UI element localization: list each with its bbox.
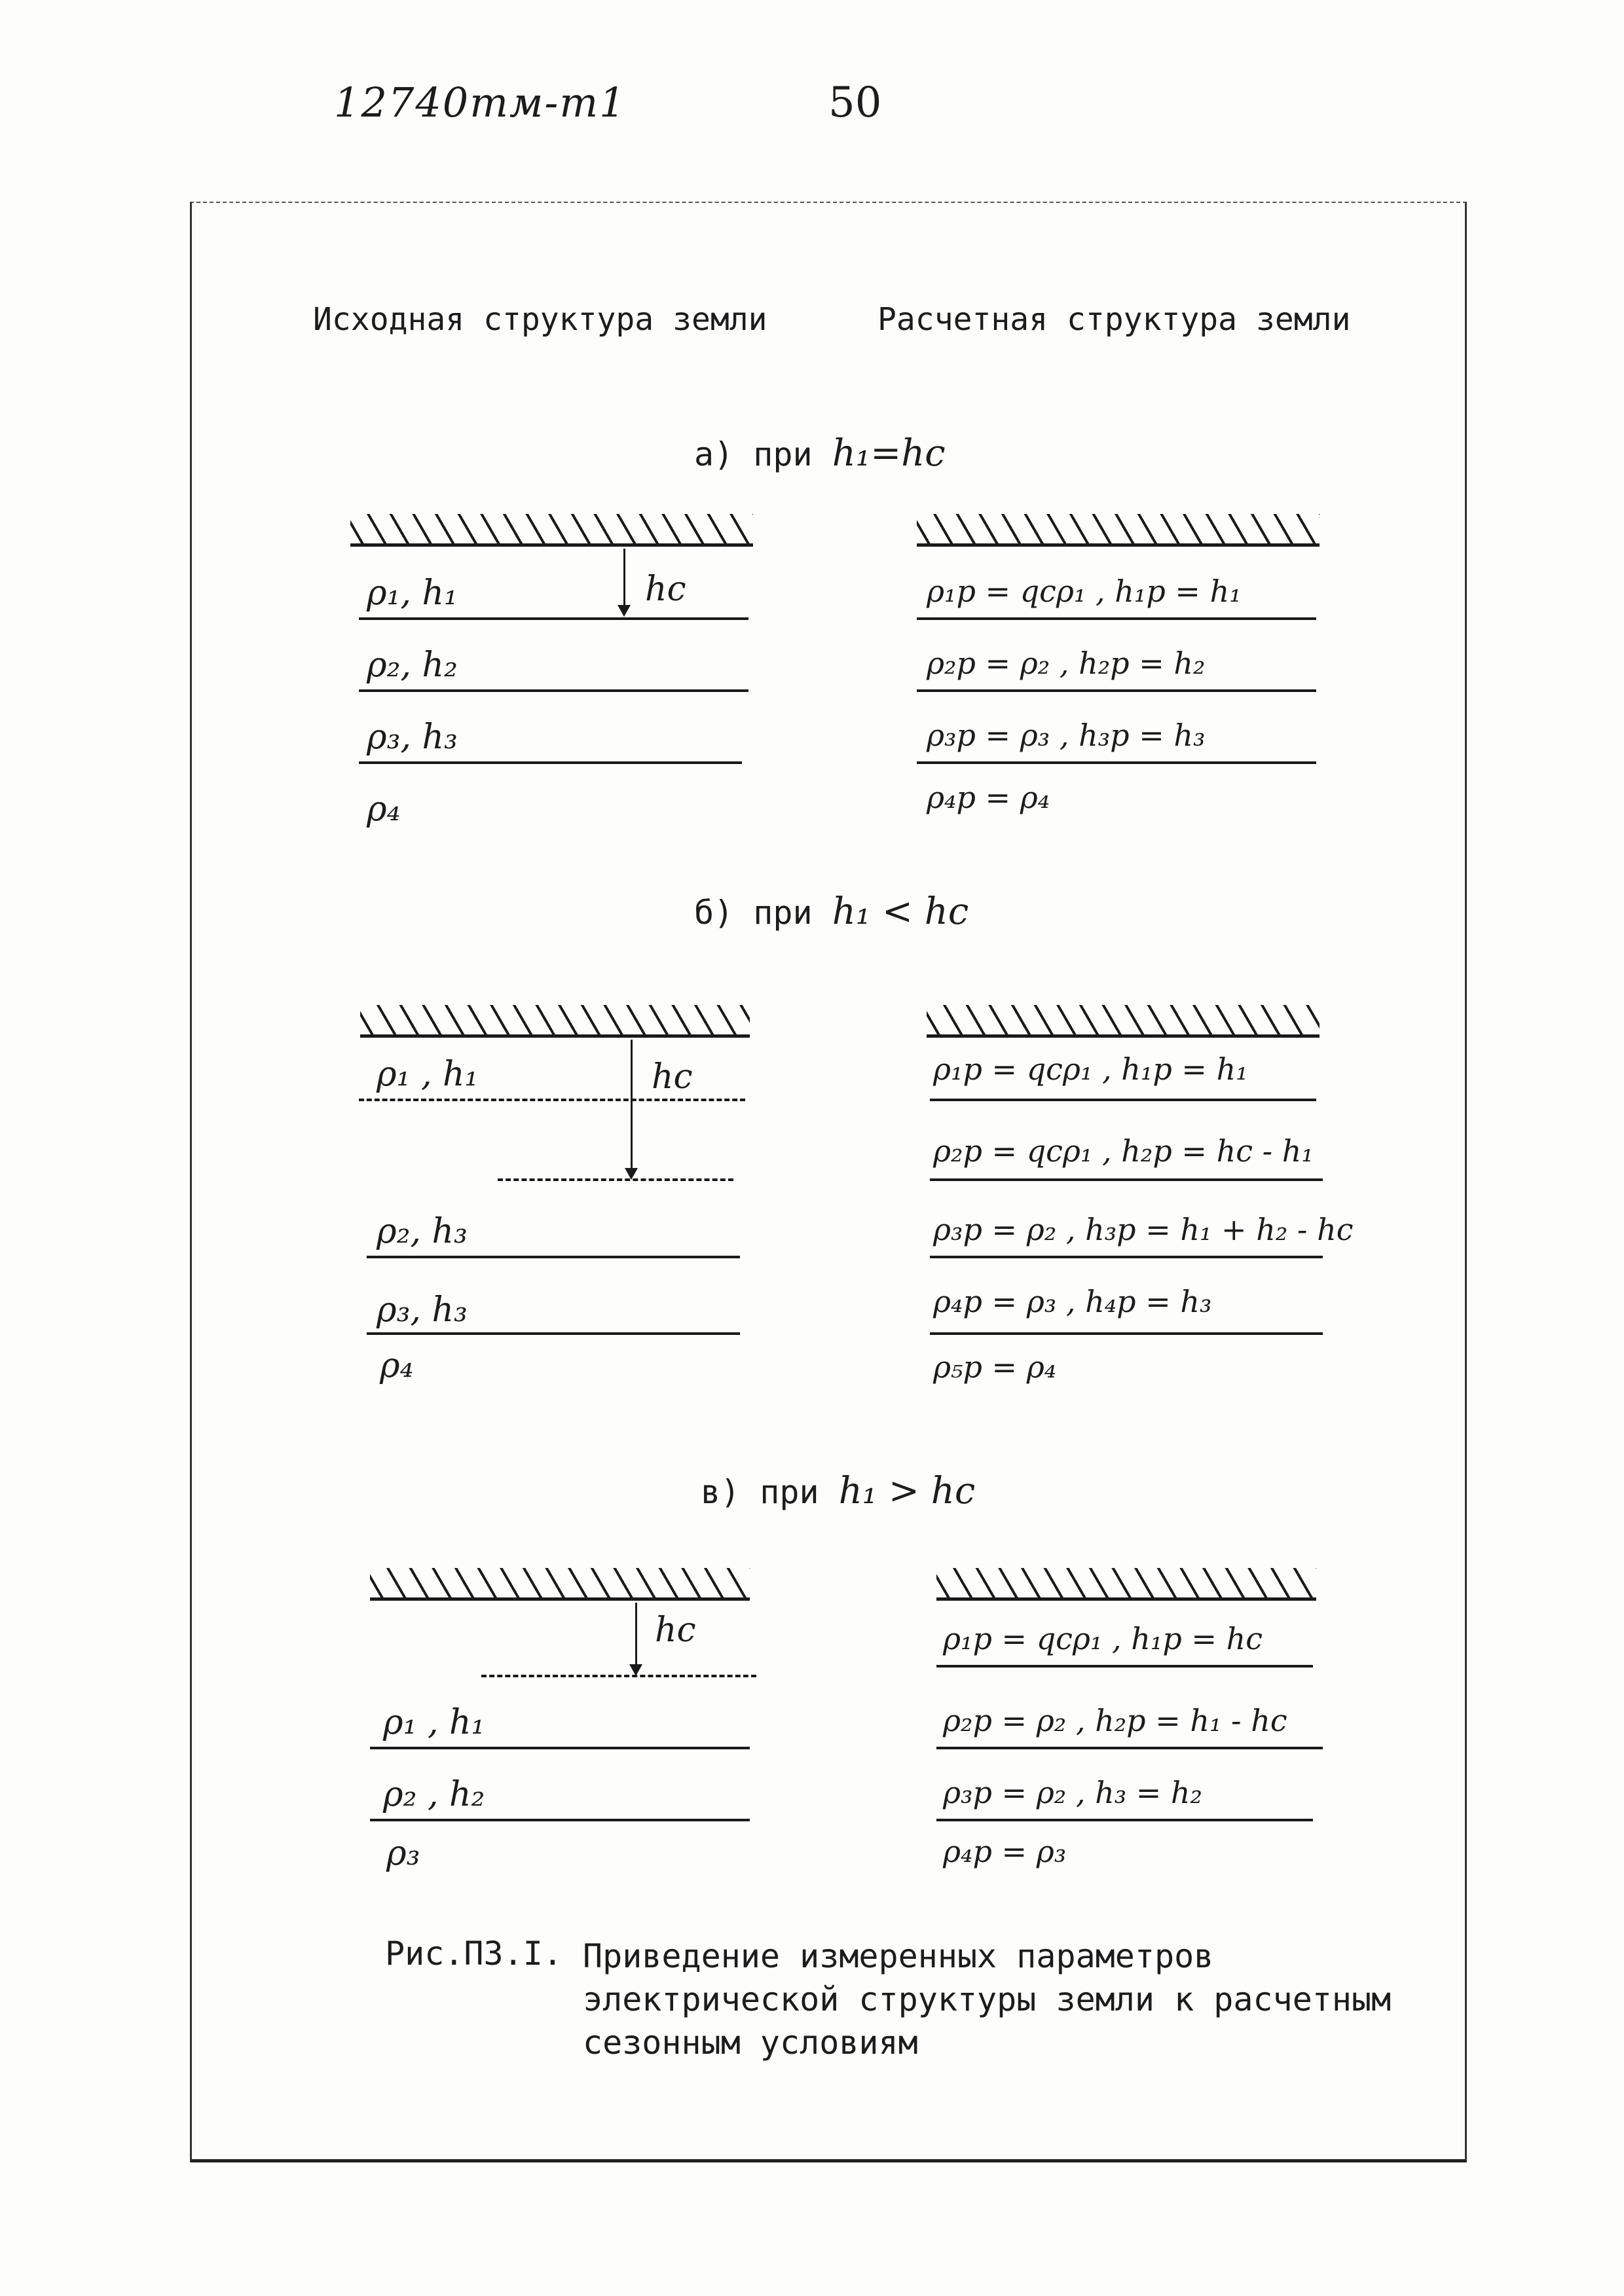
layer-label: ρ₃р = ρ₃ , h₃р = h₃	[927, 718, 1206, 753]
layer-boundary	[917, 617, 1316, 620]
hc-depth-dashed-line	[498, 1178, 733, 1181]
layer-label: ρ₃	[386, 1834, 420, 1873]
case-c-title	[701, 1470, 975, 1512]
case-a-title	[694, 432, 946, 475]
layer-label: ρ₄р = ρ₃	[943, 1834, 1067, 1869]
hc-depth-arrow	[623, 549, 625, 614]
layer-boundary	[370, 1819, 750, 1821]
case-c-condition: h₁ > hc	[838, 1470, 976, 1512]
layer-boundary	[917, 689, 1316, 692]
column-title-calculated: Расчетная структура земли	[877, 301, 1351, 338]
layer-boundary	[359, 761, 742, 764]
document-code: 12740тм-т1	[334, 79, 627, 126]
page-number: 50	[828, 79, 882, 127]
ground-surface-hatch	[927, 1005, 1320, 1038]
layer-label: ρ₃, h₃	[377, 1290, 468, 1330]
hc-label: hc	[645, 570, 686, 609]
figure-label: Рис.П3.I.	[385, 1935, 563, 1973]
case-c-prefix: в) при	[701, 1473, 819, 1511]
layer-boundary	[936, 1665, 1313, 1667]
layer-label: ρ₃, h₃	[367, 718, 458, 757]
hc-depth-arrow	[635, 1603, 637, 1673]
layer-boundary	[367, 1256, 740, 1258]
layer-label: ρ₁ , h₁	[377, 1055, 479, 1094]
layer-boundary	[930, 1178, 1323, 1181]
layer-label: ρ₂, h₃	[377, 1212, 468, 1251]
case-b-title	[694, 890, 969, 933]
hc-label: hc	[655, 1611, 696, 1650]
layer-boundary	[359, 617, 748, 620]
layer-boundary	[930, 1099, 1316, 1101]
layer-label: ρ₅р = ρ₄	[933, 1349, 1057, 1385]
ground-surface-hatch	[350, 514, 753, 547]
layer-label: ρ₄р = ρ₃ , h₄р = h₃	[933, 1284, 1212, 1319]
case-b-prefix: б) при	[694, 894, 813, 932]
dashed-boundary	[359, 1099, 745, 1101]
page-frame	[190, 202, 1467, 2162]
layer-label: ρ₃р = ρ₂ , h₃р = h₁ + h₂ - hc	[933, 1212, 1354, 1247]
layer-label: ρ₂р = qcρ₁ , h₂р = hc - h₁	[933, 1133, 1314, 1169]
layer-boundary	[936, 1747, 1323, 1749]
figure-caption: Приведение измеренных параметров электрической структуры земли к расчетным сезонным условиям	[583, 1937, 1392, 2062]
hc-label: hc	[652, 1057, 693, 1097]
layer-label: ρ₄р = ρ₄	[927, 780, 1050, 815]
column-title-original: Исходная структура земли	[313, 301, 767, 338]
hc-depth-arrow	[631, 1040, 633, 1177]
layer-boundary	[370, 1747, 750, 1749]
layer-label: ρ₁р = qcρ₁ , h₁р = hc	[943, 1621, 1263, 1656]
ground-surface-hatch	[360, 1005, 750, 1038]
layer-boundary	[917, 761, 1316, 764]
layer-label: ρ₂р = ρ₂ , h₂р = h₁ - hc	[943, 1703, 1287, 1738]
layer-label: ρ₁р = qcρ₁ , h₁р = h₁	[927, 574, 1242, 609]
layer-label: ρ₄	[380, 1346, 414, 1385]
layer-label: ρ₄	[367, 790, 401, 829]
layer-boundary	[930, 1256, 1323, 1258]
layer-label: ρ₁р = qcρ₁ , h₁р = h₁	[933, 1051, 1248, 1087]
case-a-prefix: а) при	[694, 435, 813, 473]
layer-label: ρ₂р = ρ₂ , h₂р = h₂	[927, 646, 1206, 681]
layer-label: ρ₃р = ρ₂ , h₃ = h₂	[943, 1775, 1202, 1810]
layer-boundary	[367, 1332, 740, 1335]
case-b-condition: h₁ < hc	[832, 890, 969, 933]
layer-label: ρ₂ , h₂	[383, 1775, 485, 1814]
layer-boundary	[936, 1819, 1313, 1821]
layer-boundary	[930, 1332, 1323, 1335]
case-a-condition: h₁=hc	[832, 432, 946, 475]
ground-surface-hatch	[936, 1568, 1316, 1601]
ground-surface-hatch	[917, 514, 1320, 547]
layer-label: ρ₁ , h₁	[383, 1703, 485, 1742]
layer-label: ρ₁, h₁	[367, 574, 458, 613]
layer-label: ρ₂, h₂	[367, 646, 458, 685]
ground-surface-hatch	[370, 1568, 750, 1601]
hc-depth-dashed-line	[481, 1675, 756, 1677]
layer-boundary	[359, 689, 748, 692]
